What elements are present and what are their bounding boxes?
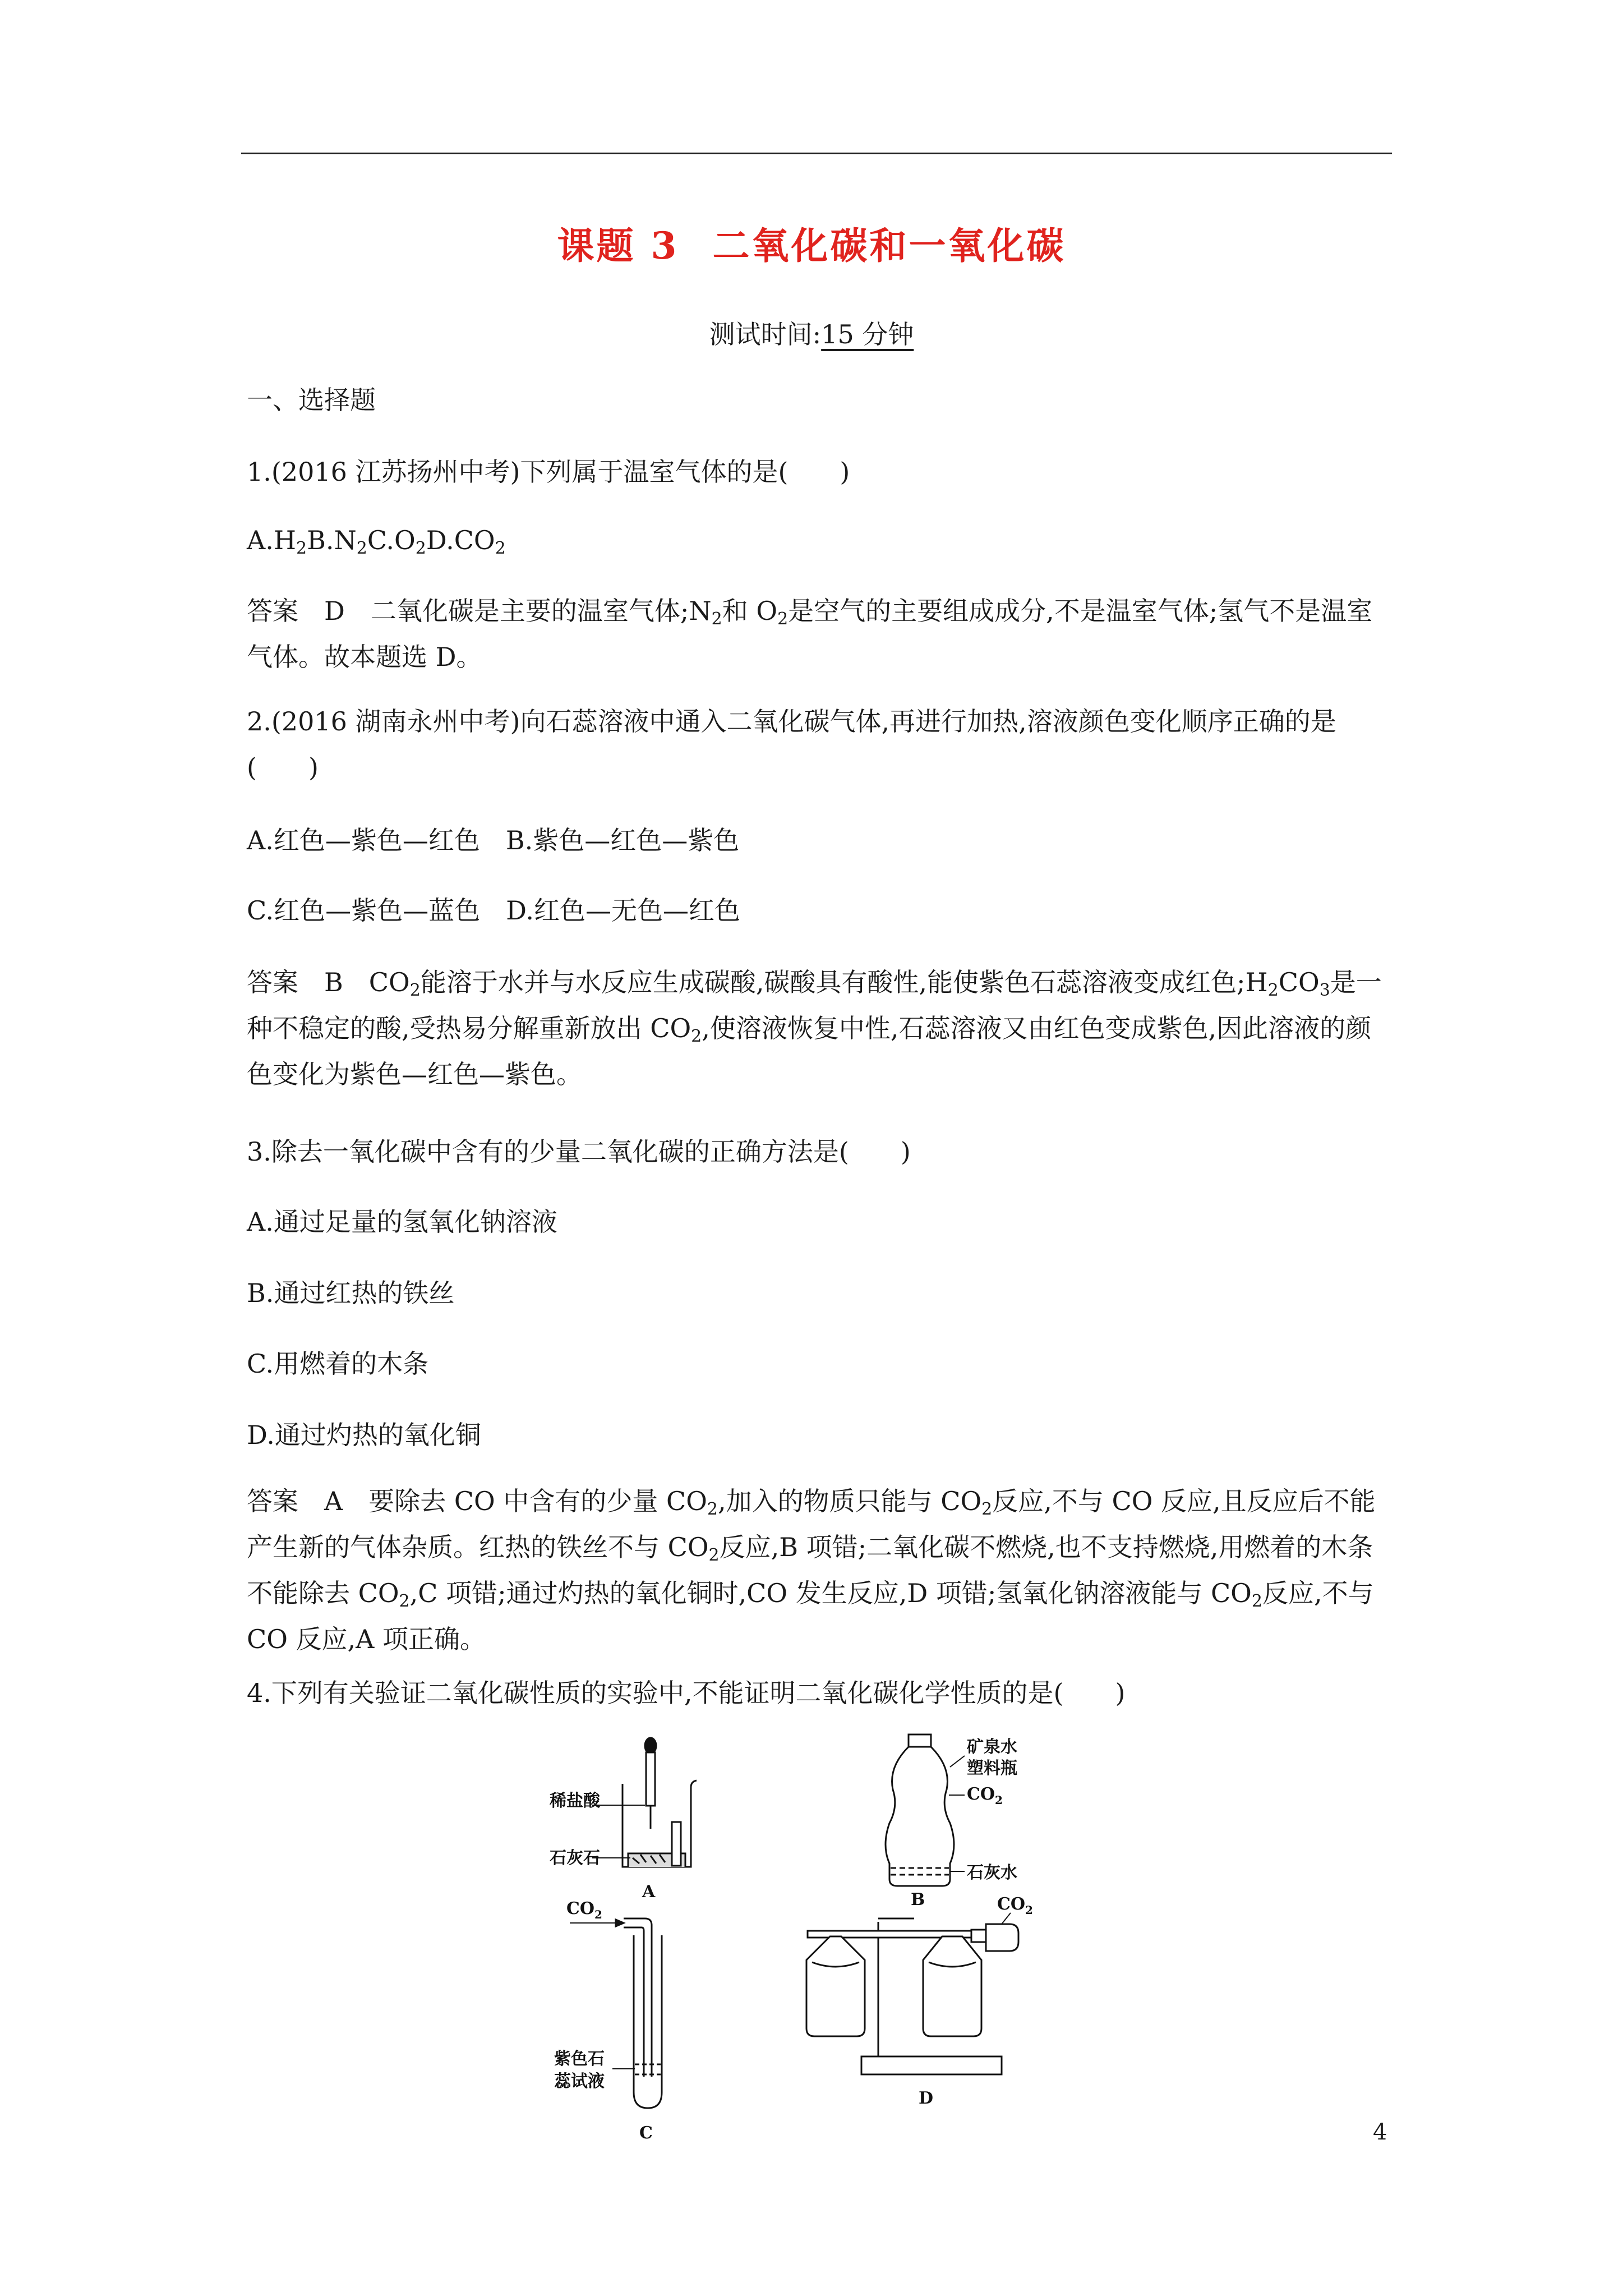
title-topic: 二氧化碳和一氧化碳: [712, 224, 1066, 268]
q4-stem: 4.下列有关验证二氧化碳性质的实验中,不能证明二氧化碳化学性质的是( ): [247, 1678, 1126, 1708]
label-litmus-2: 蕊试液: [554, 2072, 605, 2091]
q4-figure: [550, 1733, 1088, 2160]
test-time-label: 测试时间:: [709, 319, 822, 349]
q1-option-d: D.CO: [426, 525, 495, 555]
q1-stem: 1.(2016 江苏扬州中考)下列属于温室气体的是( ): [247, 457, 850, 487]
q3-option-b: B.通过红热的铁丝: [247, 1278, 455, 1308]
label-litmus-1: 紫色石: [554, 2049, 605, 2069]
q3-option-c: C.用燃着的木条: [247, 1349, 429, 1379]
label-b: B: [911, 1890, 925, 1910]
label-d-co2: $CO_2$: [997, 1894, 1033, 1917]
test-time-value: 15 分钟: [821, 319, 914, 349]
q1-option-c: C.O: [367, 525, 416, 555]
apparatus-a: [592, 1738, 697, 1867]
label-limestone: 石灰石: [550, 1848, 600, 1868]
q3-option-a: A.通过足量的氢氧化钠溶液: [247, 1207, 557, 1237]
q3-stem: 3.除去一氧化碳中含有的少量二氧化碳的正确方法是( ): [247, 1137, 911, 1167]
label-d: D: [919, 2088, 934, 2108]
test-time: [0, 314, 1623, 351]
q2-stem: 2.(2016 湖南永州中考)向石蕊溶液中通入二氧化碳气体,再进行加热,溶液颜色变化顺序正确的是( ): [247, 706, 1336, 783]
label-bottle-1: 矿泉水: [967, 1737, 1017, 1757]
label-c-co2: $CO_2$: [566, 1899, 602, 1921]
label-limewater: 石灰水: [967, 1863, 1017, 1883]
page-number: 4: [1373, 2119, 1387, 2145]
label-dilute-hcl: 稀盐酸: [550, 1791, 600, 1811]
experiment-diagram: [550, 1733, 1088, 2160]
label-b-co2: $CO_2$: [967, 1784, 1003, 1807]
label-a: A: [642, 1882, 656, 1902]
q2-answer: 答案 B $CO_2$能溶于水并与水反应生成碳酸,碳酸具有酸性,能使紫色石蕊溶液变成红色$;H_2CO_3$是一种不稳定的酸,受热易分解重新放出 $CO_2$,使溶液恢复中性,石蕊溶液又由红色变成紫色,因此溶液的颜色变化为紫色—红色—紫色。: [247, 967, 1382, 1089]
q1-option-a: A.H: [247, 525, 296, 555]
q3-answer: 答案 A 要除去 CO 中含有的少量 $CO_2$,加入的物质只能与 $CO_2$反应,不与 CO 反应,且反应后不能产生新的气体杂质。红热的铁丝不与 $CO_2$反应,B 项错;二氧化碳不燃烧,也不支持燃烧,用燃着的木条不能除去 $CO_2,C$ 项错;通过灼热的氧化铜时,CO 发生反应,D 项错;氢氧化钠溶液能与 $CO_2$反应,不与 CO 反应,A 项正确。: [247, 1486, 1376, 1654]
apparatus-b: [886, 1734, 965, 1886]
q2-options-ab: A.红色—紫色—红色 B.紫色—红色—紫色: [247, 825, 740, 855]
q1-answer: 答案 D 二氧化碳是主要的温室气体$;N_2$和 $O_2$是空气的主要组成成分,不是温室气体;氢气不是温室气体。故本题选 D。: [247, 596, 1373, 672]
q1-option-b: B.N: [307, 525, 357, 555]
header-rule: [241, 153, 1392, 154]
apparatus-d: [806, 1913, 1018, 2074]
q1-options: $A.H_2B.N_2C.O_2D.CO_2$: [247, 525, 506, 558]
section-heading: 一、选择题: [247, 385, 376, 415]
title-lesson: 课题 3: [557, 224, 679, 268]
q2-options-cd: C.红色—紫色—蓝色 D.红色—无色—红色: [247, 895, 741, 926]
q3-option-d: D.通过灼热的氧化铜: [247, 1420, 481, 1450]
label-c: C: [639, 2123, 653, 2143]
label-bottle-2: 塑料瓶: [967, 1759, 1017, 1778]
page-title: [0, 216, 1623, 269]
